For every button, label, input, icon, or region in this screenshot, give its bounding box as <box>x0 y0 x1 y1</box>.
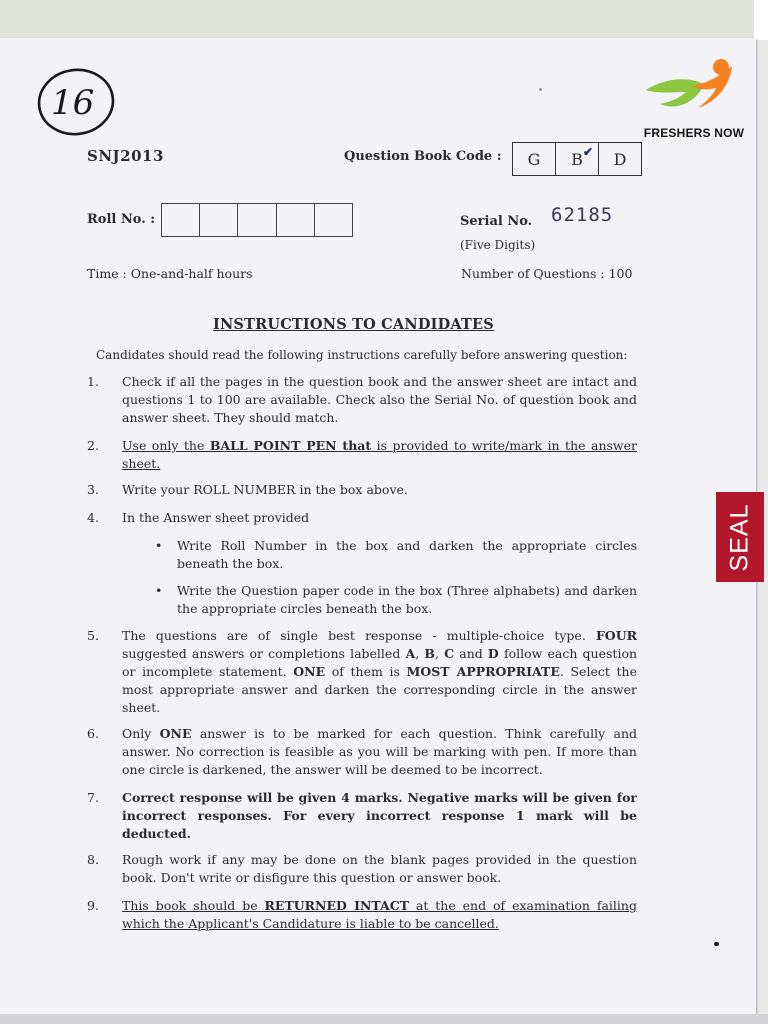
instruction-text: Use only the BALL POINT PEN that is provided to write/mark in the answer sheet. <box>122 438 637 471</box>
freshers-now-logo-icon <box>642 56 742 122</box>
serial-number-hint: (Five Digits) <box>460 238 536 252</box>
instruction-text: This book should be RETURNED INTACT at the end of examination failing which the Applicant's Candidature is liable to be cancelled. <box>122 898 637 931</box>
instruction-text: Only ONE answer is to be marked for each question. Think carefully and answer. No correction is feasible as you will be marking with pen. If more than one circle is darkened, the answer will be deemed to be incorrect. <box>122 726 637 777</box>
freshers-now-logo-text: FRESHERS NOW <box>643 126 745 140</box>
exam-code: SNJ2013 <box>87 147 164 165</box>
instruction-number: 3. <box>87 482 99 497</box>
seal-text: SEAL <box>725 503 754 571</box>
ink-speck <box>539 88 542 91</box>
question-book-code-cell: G <box>513 143 556 175</box>
question-book-code-cell: B ✔ <box>556 143 599 175</box>
bullet-icon: • <box>155 538 163 553</box>
exam-duration: Time : One-and-half hours <box>87 266 253 281</box>
instruction-text: Write your ROLL NUMBER in the box above. <box>122 482 408 497</box>
scan-top-strip <box>0 0 768 40</box>
instruction-text: Correct response will be given 4 marks. Negative marks will be given for incorrect responses. For every incorrect response 1 mark will be deducted. <box>122 790 637 841</box>
roll-number-digit-box <box>315 204 352 236</box>
roll-number-digit-box <box>277 204 315 236</box>
handwritten-circled-number <box>36 66 116 138</box>
ink-speck <box>714 942 719 946</box>
instruction-number: 7. <box>87 790 99 805</box>
bullet-text: Write Roll Number in the box and darken the appropriate circles beneath the box. <box>177 538 637 571</box>
instructions-intro: Candidates should read the following instructions carefully before answering question: <box>96 348 628 362</box>
instruction-text: Check if all the pages in the question book and the answer sheet are intact and questions 1 to 100 are available. Check also the Serial No. of question book and answer sheet. They should match. <box>122 374 637 425</box>
roll-number-digit-box <box>162 204 200 236</box>
instruction-number: 5. <box>87 628 99 643</box>
tick-mark: ✔ <box>583 145 594 159</box>
serial-number-value: 62185 <box>551 204 614 226</box>
instruction-text: The questions are of single best response - multiple-choice type. FOUR suggested answers or completions labelled A, B, C and D follow each question or incomplete statement. ONE of them is MOST APPROPRIATE. Select the most appropriate answer and darken the corresponding circle in the answer sheet. <box>122 628 638 715</box>
serial-number-label: Serial No. <box>460 214 533 229</box>
instructions-heading: INSTRUCTIONS TO CANDIDATES <box>213 316 494 333</box>
scan-bottom-edge <box>0 1014 768 1024</box>
roll-number-digit-box <box>238 204 276 236</box>
number-of-questions: Number of Questions : 100 <box>461 266 633 281</box>
roll-number-digit-box <box>200 204 238 236</box>
bullet-text: Write the Question paper code in the box (Three alphabets) and darken the appropriate circles beneath the box. <box>177 583 637 616</box>
instruction-number: 4. <box>87 510 99 525</box>
instruction-number: 1. <box>87 374 99 389</box>
scan-edge <box>754 0 768 40</box>
bullet-icon: • <box>155 583 163 598</box>
instruction-number: 6. <box>87 726 99 741</box>
roll-number-label: Roll No. : <box>87 212 156 227</box>
handwritten-number-text: 16 <box>51 83 95 123</box>
question-book-code-cell: D <box>613 149 627 169</box>
roll-number-boxes <box>161 203 353 237</box>
instruction-number: 8. <box>87 852 99 867</box>
instruction-text: In the Answer sheet provided <box>122 510 310 525</box>
question-book-code-box <box>512 142 642 176</box>
instruction-text: Rough work if any may be done on the blank pages provided in the question book. Don't write or disfigure this question or answer book. <box>122 852 637 885</box>
freshers-now-logo <box>640 56 748 146</box>
instruction-number: 9. <box>87 898 99 913</box>
instruction-number: 2. <box>87 438 99 453</box>
question-book-code-label: Question Book Code : <box>344 149 502 164</box>
seal-sticker <box>716 492 764 582</box>
